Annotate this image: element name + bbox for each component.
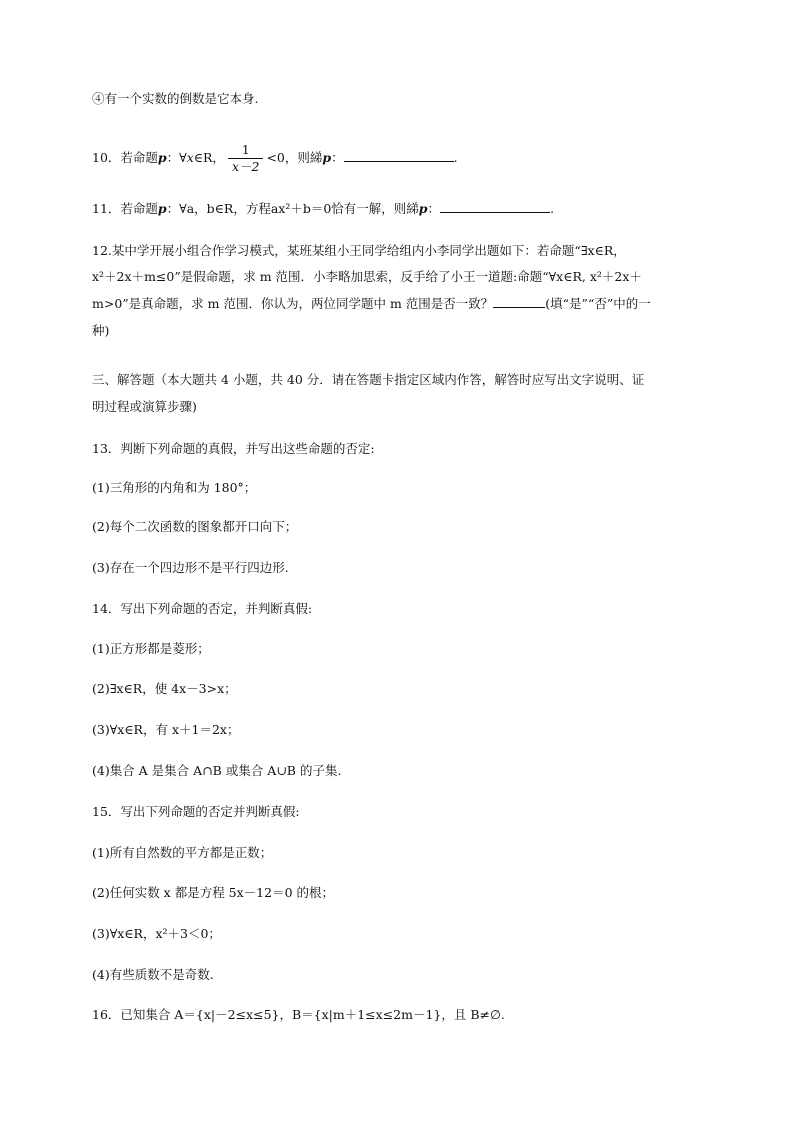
q10-prefix: 10．若命题: [92, 150, 158, 165]
question-15-item-2: (2)任何实数 x 都是方程 5x－12＝0 的根；: [92, 885, 335, 900]
q11-var-p2: p: [418, 201, 428, 216]
question-16: 16．已知集合 A＝{x|－2≤x≤5}，B＝{x|m＋1≤x≤2m－1}，且 B≠∅.: [92, 1007, 505, 1022]
q10-mid: ：∀: [166, 150, 187, 165]
question-14-item-2: (2)∃x∈R，使 4x－3>x；: [92, 681, 237, 696]
q11-text: ：∀a，b∈R，方程ax²＋b＝0恰有一解，则綈: [166, 201, 419, 216]
q10-var-p: p: [157, 150, 167, 165]
question-15-item-3: (3)∀x∈R，x²＋3＜0；: [92, 926, 221, 941]
q10-var-x: x: [186, 150, 194, 165]
q11-colon: ：: [427, 201, 441, 216]
question-13-item-1: (1)三角形的内角和为 180°；: [92, 480, 257, 495]
q10-fraction: [228, 142, 264, 175]
question-12-line-1: 12.某中学开展小组合作学习模式，某班某组小王同学给组内小李同学出题如下：若命题“∃x∈R，: [92, 243, 626, 258]
q10-set: ∈R，: [193, 150, 225, 165]
question-12-line-4: 种): [92, 323, 110, 338]
question-12-line-2: x²＋2x＋m≤0”是假命题，求 m 范围．小李略加思索，反手给了小王一道题:命题“∀x∈R, x²＋2x＋: [92, 269, 642, 284]
question-12-line-3: [92, 295, 651, 313]
question-11: 11．若命题p：∀a，b∈R，方程ax²＋b＝0恰有一解，则綈p： .: [92, 201, 555, 216]
question-15-item-4: (4)有些质数不是奇数.: [92, 967, 214, 982]
question-13-item-2: (2)每个二次函数的图象都开口向下；: [92, 519, 298, 534]
q12-line-3-text: m>0”是真命题，求 m 范围．你认为，两位同学题中 m 范围是否一致？: [92, 296, 494, 311]
section-3-heading-cont: 明过程或演算步骤): [92, 399, 197, 414]
question-14-item-4: (4)集合 A 是集合 A∩B 或集合 A∪B 的子集.: [92, 763, 342, 778]
q10-fraction-denominator: x－2: [231, 159, 260, 174]
question-14-item-1: (1)正方形都是菱形；: [92, 641, 210, 656]
question-13: 13．判断下列命题的真假，并写出这些命题的否定:: [92, 441, 375, 456]
question-15: 15．写出下列命题的否定并判断真假:: [92, 804, 300, 819]
q12-line-3-end: (填“是”“否”中的一: [545, 296, 651, 311]
q11-prefix: 11．若命题: [92, 201, 158, 216]
section-3-heading: 三、解答题（本大题共 4 小题，共 40 分．请在答题卡指定区域内作答，解答时应写出文字说明、证: [92, 372, 645, 387]
question-14: 14．写出下列命题的否定，并判断真假:: [92, 601, 313, 616]
question-14-item-3: (3)∀x∈R，有 x＋1＝2x；: [92, 722, 240, 737]
q10-var-p2: p: [322, 150, 332, 165]
q11-answer-blank[interactable]: [440, 200, 550, 213]
q10-fraction-numerator: 1: [228, 142, 264, 159]
q10-answer-blank[interactable]: [344, 149, 454, 162]
q12-answer-blank[interactable]: [493, 295, 545, 308]
question-10: 10．若命题p：∀x∈R， $\frac{1}{x-2}$ <0，则綈p： .: [92, 142, 458, 174]
question-15-item-1: (1)所有自然数的平方都是正数；: [92, 845, 273, 860]
q10-lt: <0，则綈: [266, 150, 323, 165]
item-4: ④有一个实数的倒数是它本身.: [92, 91, 259, 106]
question-13-item-3: (3)存在一个四边形不是平行四边形.: [92, 560, 289, 575]
q11-var-p: p: [157, 201, 167, 216]
q10-colon: ：: [331, 150, 344, 165]
